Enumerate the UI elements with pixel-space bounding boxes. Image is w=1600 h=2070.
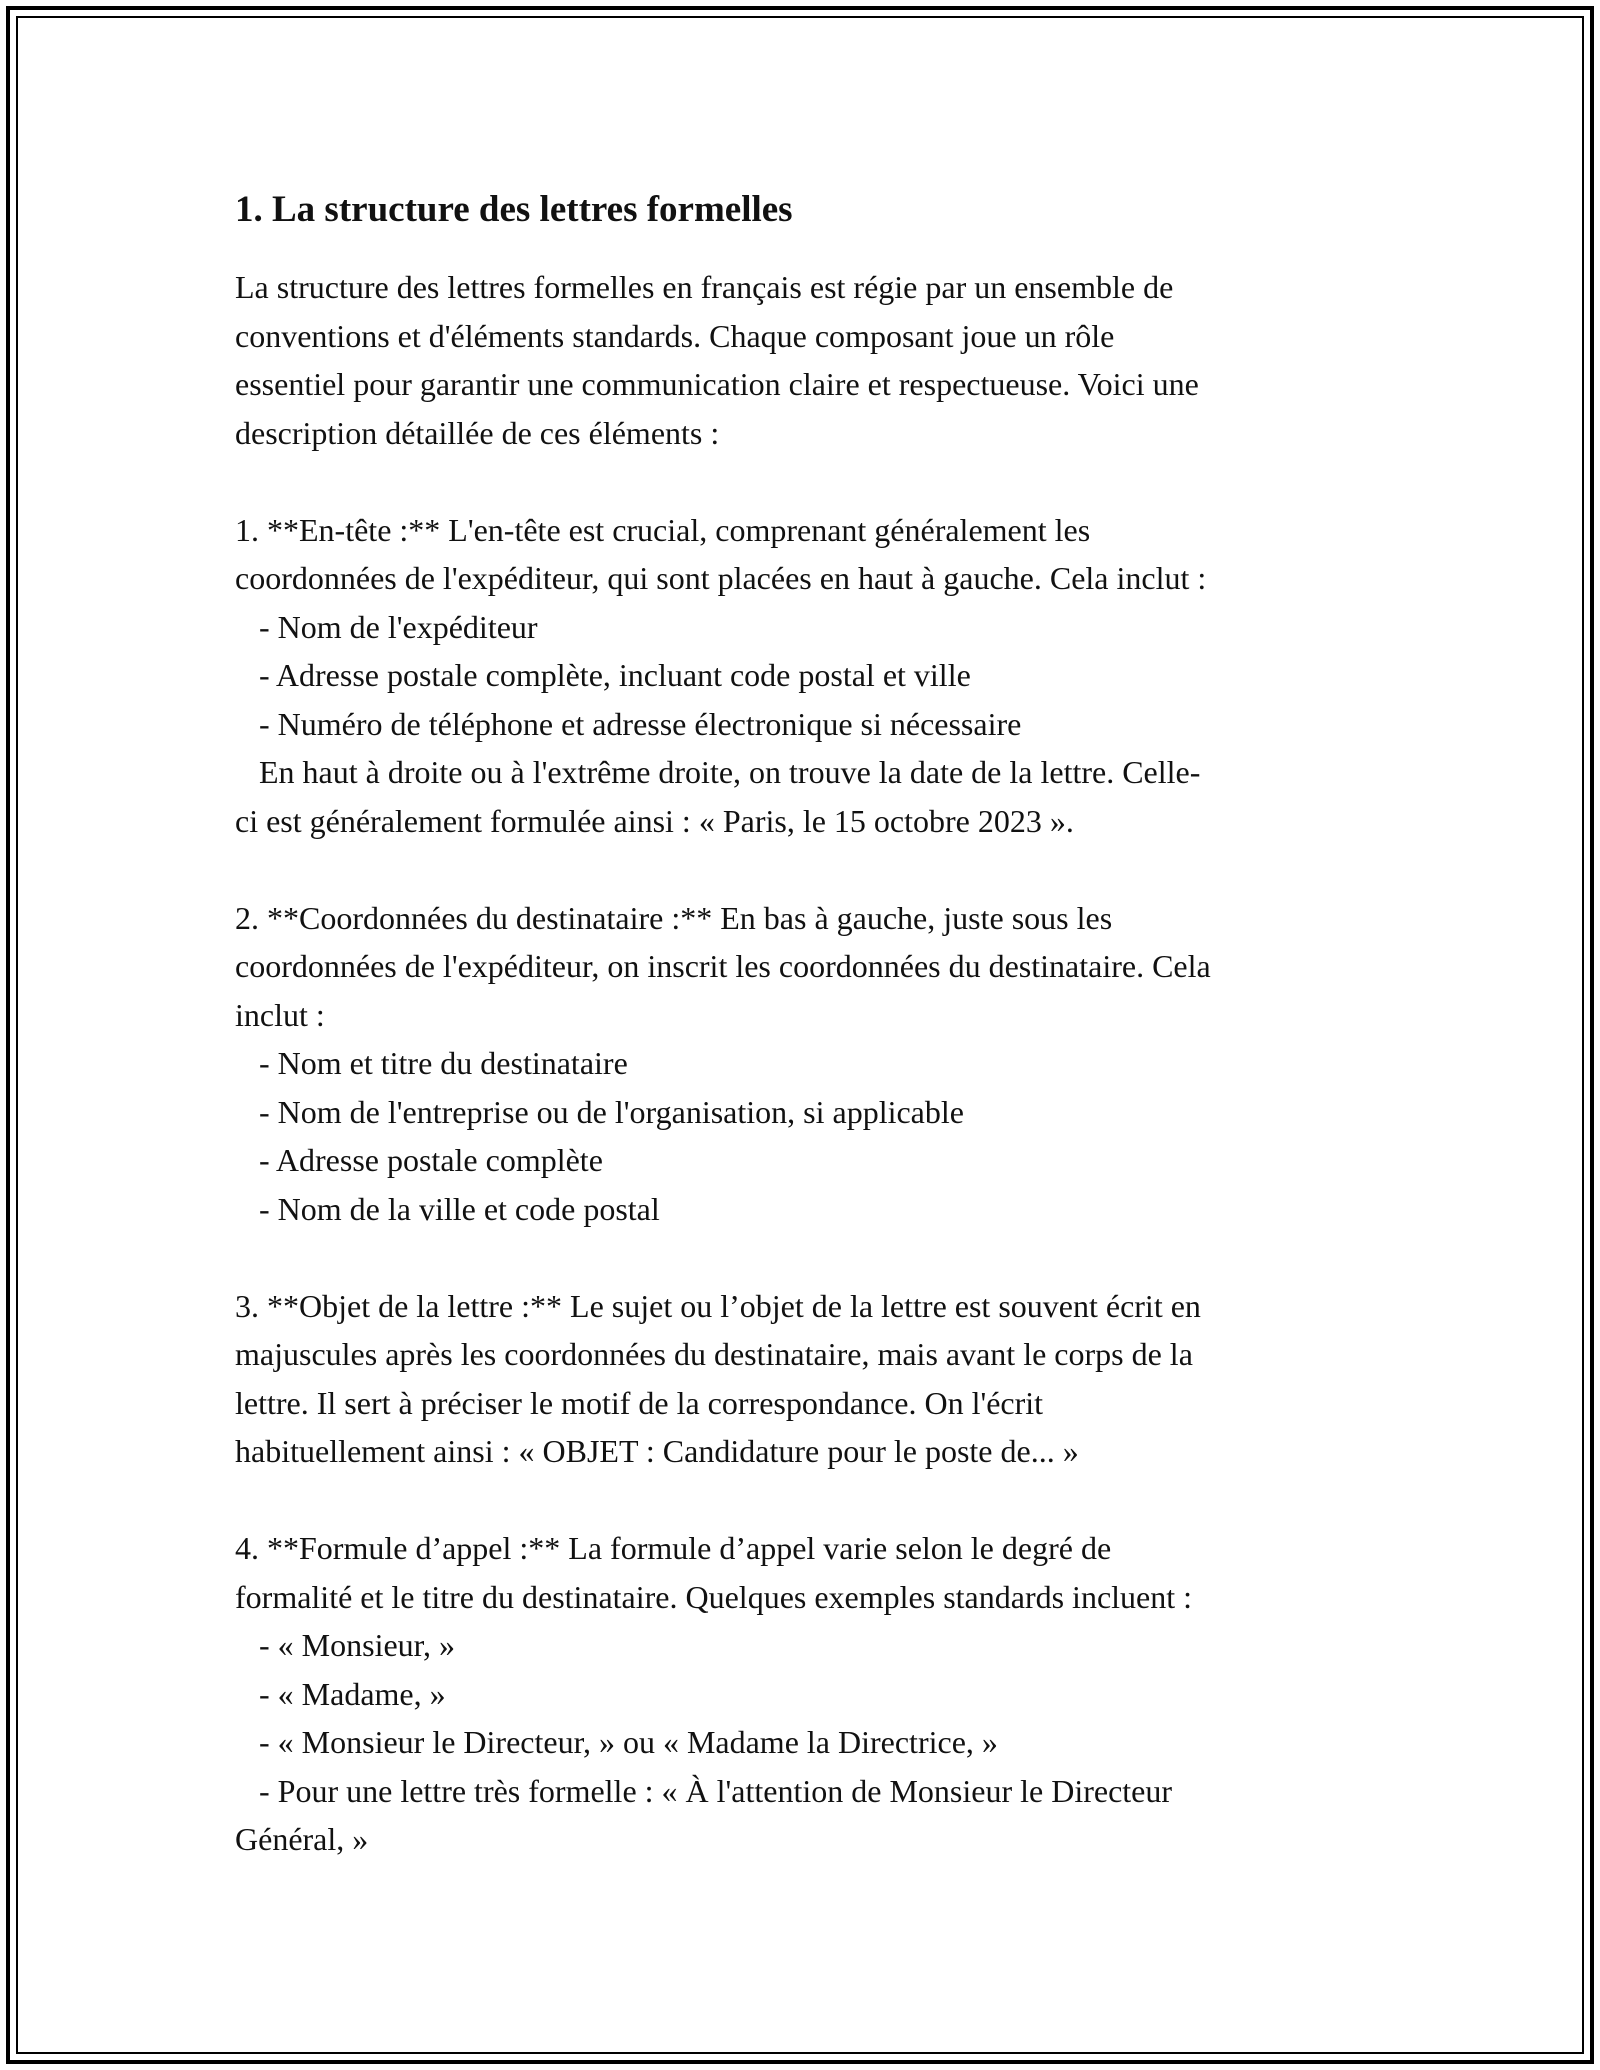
section-heading: 1. La structure des lettres formelles [235,189,793,230]
section-body: La structure des lettres formelles en français est régie par un ensemble de conventions et d'éléments standards. Chaque composant joue un rôle essentiel pour garantir une communication claire et respectueuse. Voici une description détaillée de ces éléments : 1. **En-tête :** L'en-tête est crucial, comprenant généralement les coordonnées de l'expéditeur, qui sont placées en haut à gauche. Cela inclut : - Nom de l'expéditeur - Adresse postale complète, incluant code postal et ville - Numéro de téléphone et adresse électronique si nécessaire En haut à droite ou à l'extrême droite, on trouve la date de la lettre. Celle- ci est généralement formulée ainsi : « Paris, le 15 octobre 2023 ». 2. **Coordonnées du destinataire :** En bas à gauche, juste sous les coordonnées de l'expéditeur, on inscrit les coordonnées du destinataire. Cela inclut : - Nom et titre du destinataire - Nom de l'entreprise ou de l'organisation, si applicable - Adresse postale complète - Nom de la ville et code postal 3. **Objet de la lettre :** Le sujet ou l’objet de la lettre est souvent écrit en majuscules après les coordonnées du destinataire, mais avant le corps de la lettre. Il sert à préciser le motif de la correspondance. On l'écrit habituellement ainsi : « OBJET : Candidature pour le poste de... » 4. **Formule d’appel :** La formule d’appel varie selon le degré de formalité et le titre du destinataire. Quelques exemples standards incluent : - « Monsieur, » - « Madame, » - « Monsieur le Directeur, » ou « Madame la Directrice, » - Pour une lettre très formelle : « À l'attention de Monsieur le Directeur Général, » [235,269,1211,1857]
document-content [235,185,1375,1864]
